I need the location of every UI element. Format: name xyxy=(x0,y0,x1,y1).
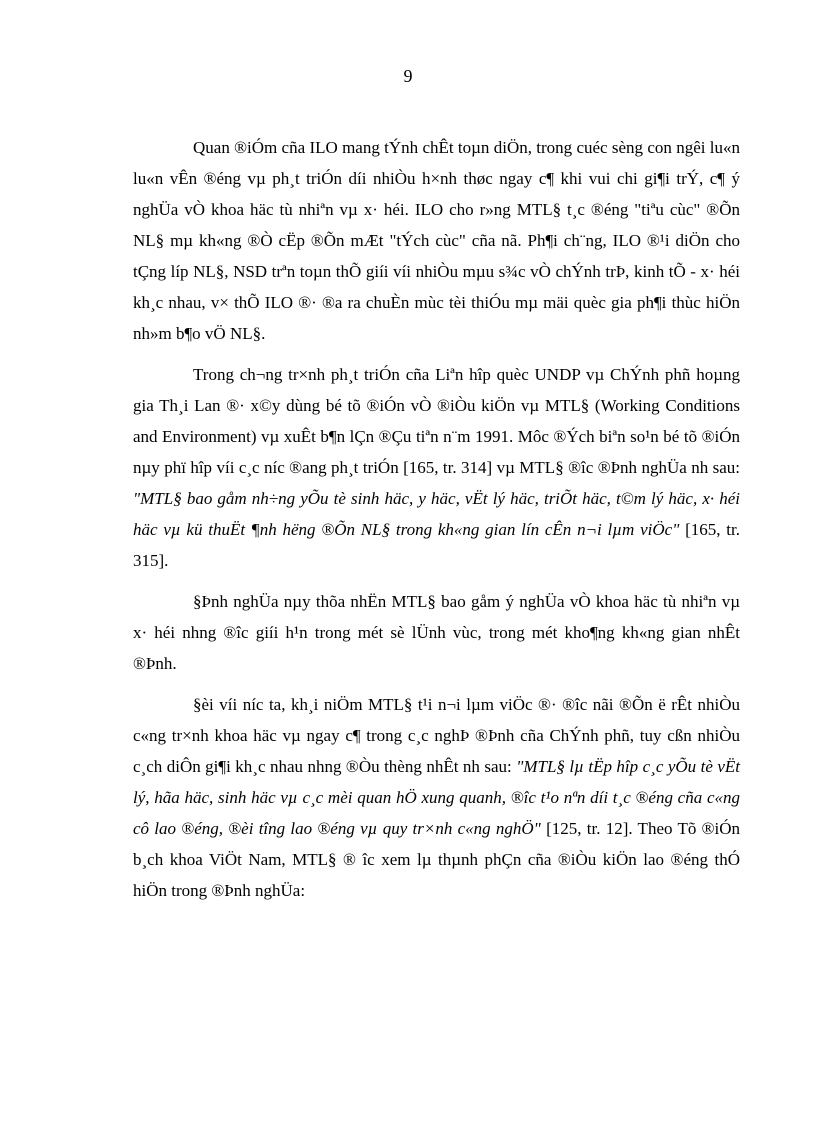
citation: [165, tr. 315]. xyxy=(133,520,740,570)
paragraph-definition-note: §Þnh nghÜa nµy thõa nhËn MTL§ bao gåm ý nghÜa vÒ khoa häc tù nhiªn vµ x· héi nhng ®îc giíi h¹n trong mét sè lÜnh vùc, trong mét kho¶ng kh«ng gian nhÊt ®Þnh. xyxy=(133,592,740,673)
paragraph-text: Trong ch¬ng tr×nh ph¸t triÓn cña Liªn hîp quèc UNDP vµ ChÝnh phñ hoµng gia Th¸i Lan ®· x©y dùng bé tõ ®iÓn vÒ ®iÒu kiÖn vµ MTL§ (Working Conditions and Environment) vµ xuÊt b¶n lÇn ®Çu tiªn n¨m 1991. Môc ®Ých biªn so¹n bé tõ ®iÓn nµy phï hîp víi c¸c níc ®ang ph¸t triÓn [165, tr. 314] vµ MTL§ ®îc ®Þnh nghÜa nh sau: xyxy=(133,365,740,477)
definition-quote: "MTL§ bao gåm nh÷ng yÕu tè sinh häc, y häc, vËt lý häc, triÕt häc, t©m lý häc, x· héi häc vµ kü thuËt ¶nh hëng ®Õn NL§ trong kh«ng gian lín cÊn n¬i lµm viÖc" xyxy=(133,489,740,539)
paragraph-vietnam-concept xyxy=(133,689,740,906)
definition-quote: "MTL§ lµ tËp hîp c¸c yÕu tè vËt lý, hãa häc, sinh häc vµ c¸c mèi quan hÖ xung quanh, ®îc t¹o nªn díi t¸c ®éng cña c«ng cô lao ®éng, ®èi tîng lao ®éng vµ quy tr×nh c«ng nghÖ" xyxy=(133,757,740,838)
page-number: 9 xyxy=(403,66,413,86)
paragraph-undp-dictionary xyxy=(133,359,740,576)
document-body xyxy=(133,132,740,906)
citation: [125, tr. 12]. Theo Tõ ®iÓn b¸ch khoa ViÖt Nam, MTL§ ® îc xem lµ thµnh phÇn cña ®iÒu kiÖn lao ®éng thÓ hiÖn trong ®Þnh nghÜa: xyxy=(133,819,741,900)
paragraph-ilo-viewpoint: Quan ®iÓm cña ILO mang tÝnh chÊt toµn diÖn, trong cuéc sèng con ngêi lu«n lu«n vÊn ®éng vµ ph¸t triÓn díi nhiÒu h×nh thøc ngay c¶ khi vui chi gi¶i trÝ, c¶ ý nghÜa vÒ khoa häc tù nhiªn vµ x· héi. ILO cho r»ng MTL§ t¸c ®éng "tiªu cùc" ®Õn NL§ mµ kh«ng ®Ò cËp ®Õn mÆt "tÝch cùc" cña nã. Ph¶i ch¨ng, ILO ®¹i diÖn cho tÇng líp NL§, NSD trªn toµn thÕ giíi víi nhiÒu mµu s¾c vÒ chÝnh trÞ, kinh tÕ - x· héi kh¸c nhau, v× thÕ ILO ®· ®a ra chuÈn mùc tèi thiÓu mµ mäi quèc gia ph¶i thùc hiÖn nh»m b¶o vÖ NL§. xyxy=(133,138,740,343)
paragraph-text: §èi víi níc ta, kh¸i niÖm MTL§ t¹i n¬i lµm viÖc ®· ®îc nãi ®Õn ë rÊt nhiÒu c«ng tr×nh khoa häc vµ ngay c¶ trong c¸c nghÞ ®Þnh cña ChÝnh phñ, tuy cßn nhiÒu c¸ch diÔn gi¶i kh¸c nhau nhng ®Òu thèng nhÊt nh sau: xyxy=(133,695,740,776)
